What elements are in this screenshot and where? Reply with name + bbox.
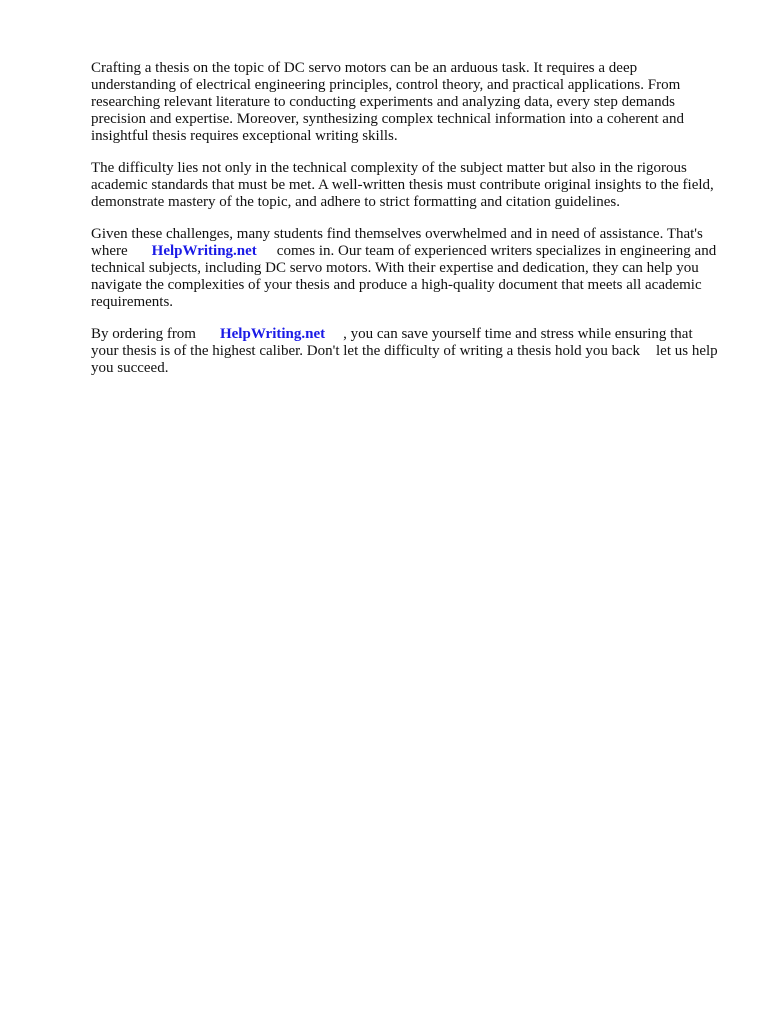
helpwriting-link-2[interactable]: HelpWriting.net <box>219 326 326 342</box>
paragraph-difficulty-text: The difficulty lies not only in the technical complexity of the subject matter but also in the rigorous academic standards that must be met. A well-written thesis must contribute original insights to the field, demonstrate mastery of the topic, and adhere to strict formatting and citation guidelines. <box>91 160 714 210</box>
paragraph-ordering-text-start: By ordering from <box>91 326 196 342</box>
paragraph-assistance-text-start: Given these challenges, many students find themselves overwhelmed and in need of assistance. That's where <box>91 226 703 259</box>
helpwriting-link-1[interactable]: HelpWriting.net <box>151 243 257 259</box>
paragraph-intro-text: Crafting a thesis on the topic of DC servo motors can be an arduous task. It requires a deep understanding of electrical engineering principles, control theory, and practical applications. From researching relevant literature to conducting experiments and analyzing data, every step demands precision and expertise. Moreover, synthesizing complex technical information into a coherent and insightful thesis requires exceptional writing skills. <box>91 60 684 144</box>
paragraph-intro <box>91 60 721 145</box>
document-body <box>91 60 721 392</box>
paragraph-ordering <box>91 326 721 377</box>
paragraph-assistance <box>91 226 721 311</box>
paragraph-ordering-text-end: let us help you succeed. <box>91 343 718 376</box>
paragraph-difficulty <box>91 160 721 211</box>
paragraph-ordering-text-middle: , you can save yourself time and stress while ensuring that your thesis is of the highest caliber. Don't let the difficulty of writing a thesis hold you back <box>91 326 693 359</box>
paragraph-assistance-text-end: comes in. Our team of experienced writers specializes in engineering and technical subjects, including DC servo motors. With their expertise and dedication, they can help you navigate the complexities of your thesis and produce a high-quality document that meets all academic requirements. <box>91 243 717 310</box>
